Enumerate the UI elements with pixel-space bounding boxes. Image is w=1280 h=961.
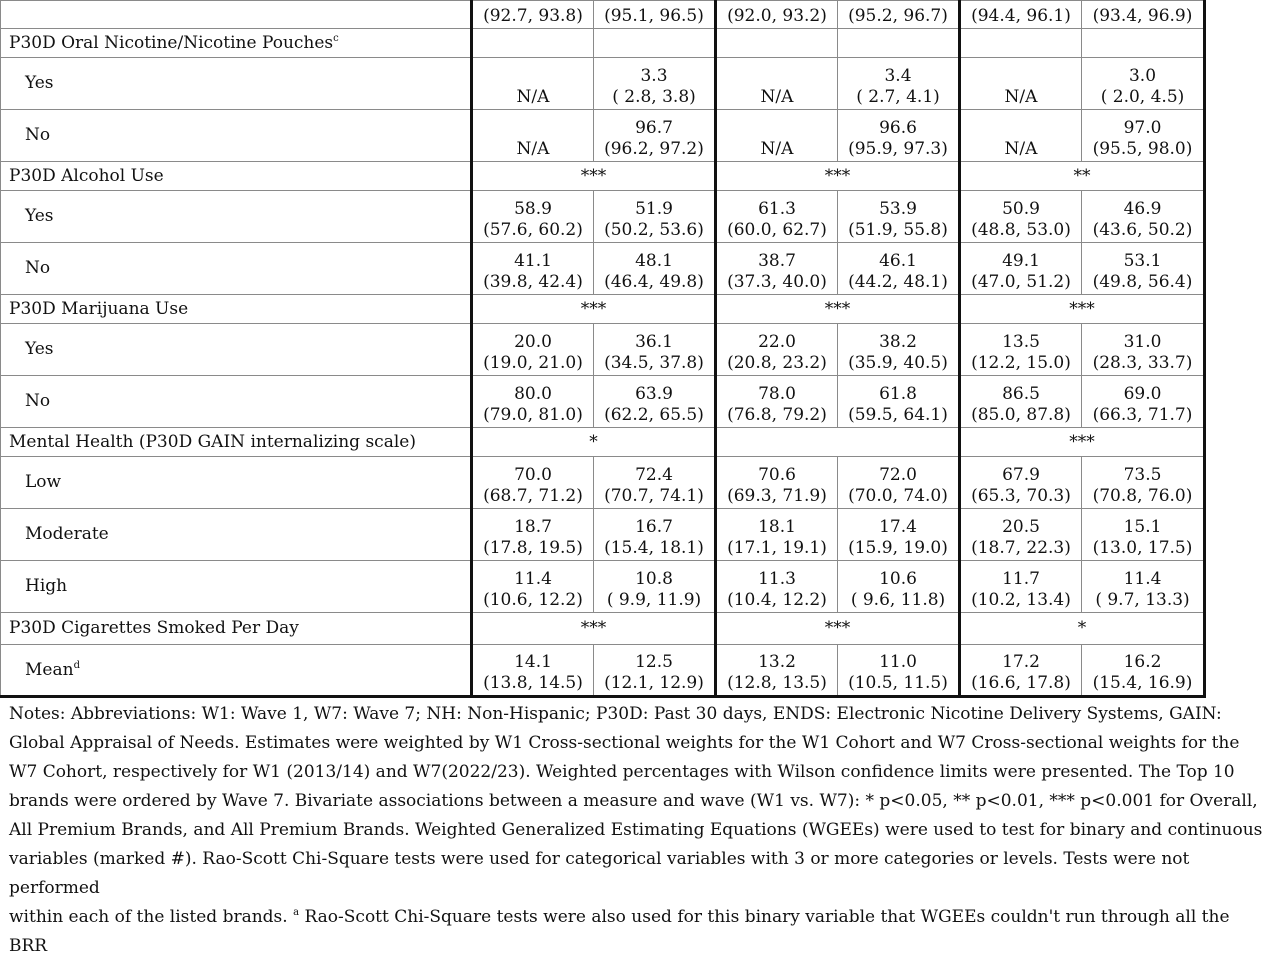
estimate-cell (1082, 191, 1205, 243)
section-title (1, 613, 472, 645)
estimate-value: 70.6 (758, 465, 796, 485)
table-row-top-ci (1, 1, 1205, 29)
row-label (1, 376, 472, 428)
estimate-cell (1082, 509, 1205, 561)
confidence-interval: (37.3, 40.0) (727, 272, 827, 292)
estimate-cell (960, 509, 1082, 561)
ci-text: (92.0, 93.2) (727, 6, 827, 26)
footnote-marker-a: a (293, 907, 300, 918)
row-label-text: No (25, 258, 51, 278)
confidence-interval: (39.8, 42.4) (483, 272, 583, 292)
estimate-cell (960, 191, 1082, 243)
confidence-interval: (68.7, 71.2) (483, 486, 583, 506)
estimate-cell (716, 110, 838, 162)
estimate-value: N/A (1004, 87, 1038, 107)
row-label-text: No (25, 125, 51, 145)
confidence-interval: (50.2, 53.6) (604, 220, 704, 240)
estimate-value: 17.4 (879, 517, 917, 537)
empty-cell (838, 29, 960, 58)
row-label-empty (1, 1, 472, 29)
estimate-cell (594, 324, 716, 376)
estimate-value: 78.0 (758, 384, 796, 404)
estimate-value: 20.5 (1002, 517, 1040, 537)
confidence-interval: (49.8, 56.4) (1092, 272, 1193, 292)
table-row (1, 191, 1205, 243)
ci-cell (716, 1, 838, 29)
estimate-value: 13.2 (758, 652, 796, 672)
estimate-cell (472, 457, 594, 509)
estimate-cell (472, 243, 594, 295)
row-label (1, 243, 472, 295)
row-label (1, 324, 472, 376)
confidence-interval: (51.9, 55.8) (848, 220, 948, 240)
estimate-cell (1082, 376, 1205, 428)
estimate-cell (716, 645, 838, 697)
section-title-text: Mental Health (P30D GAIN internalizing scale) (9, 431, 416, 452)
estimate-value: N/A (516, 139, 550, 159)
estimate-value: 10.8 (635, 569, 673, 589)
confidence-interval: (66.3, 71.7) (1092, 405, 1193, 425)
confidence-interval: (76.8, 79.2) (727, 405, 827, 425)
estimate-cell (472, 376, 594, 428)
estimate-value: 31.0 (1123, 332, 1162, 352)
estimate-value: 16.2 (1123, 652, 1162, 672)
estimate-value: 46.1 (879, 251, 917, 271)
section-title (1, 162, 472, 191)
estimate-value: 12.5 (635, 652, 673, 672)
estimate-cell (838, 561, 960, 613)
empty-cell (594, 29, 716, 58)
estimate-cell (1082, 58, 1205, 110)
confidence-interval: (15.4, 16.9) (1092, 673, 1193, 693)
estimate-value: 10.6 (879, 569, 917, 589)
section-title-text: P30D Alcohol Use (9, 165, 164, 186)
confidence-interval: (15.4, 18.1) (604, 538, 704, 558)
confidence-interval: (65.3, 70.3) (971, 486, 1071, 506)
confidence-interval: (62.2, 65.5) (604, 405, 704, 425)
confidence-interval: (13.8, 14.5) (483, 673, 583, 693)
results-table-body (1, 1, 1205, 697)
row-label-text: Mean (25, 659, 74, 680)
estimate-cell (960, 243, 1082, 295)
estimate-value: 69.0 (1123, 384, 1162, 404)
estimate-value: 80.0 (514, 384, 552, 404)
table-row (1, 561, 1205, 613)
estimate-value: 20.0 (514, 332, 552, 352)
confidence-interval: (12.2, 15.0) (971, 353, 1071, 373)
row-label-text: High (25, 576, 68, 596)
estimate-cell (594, 645, 716, 697)
confidence-interval: (17.8, 19.5) (483, 538, 583, 558)
estimate-value: 38.2 (879, 332, 917, 352)
significance-marker: *** (472, 613, 716, 645)
estimate-value: 13.5 (1002, 332, 1040, 352)
section-header-row (1, 29, 1205, 58)
confidence-interval: (46.4, 49.8) (604, 272, 704, 292)
ci-text: (92.7, 93.8) (483, 6, 583, 26)
confidence-interval: (15.9, 19.0) (848, 538, 948, 558)
estimate-value: N/A (760, 139, 794, 159)
section-title (1, 29, 472, 58)
estimate-cell (472, 561, 594, 613)
estimate-cell (594, 509, 716, 561)
row-label (1, 191, 472, 243)
section-title (1, 295, 472, 324)
estimate-cell (716, 243, 838, 295)
estimate-cell (1082, 110, 1205, 162)
row-label (1, 58, 472, 110)
estimate-cell (594, 110, 716, 162)
estimate-cell (716, 324, 838, 376)
confidence-interval: (35.9, 40.5) (848, 353, 948, 373)
confidence-interval: (10.4, 12.2) (727, 590, 827, 610)
confidence-interval: (13.0, 17.5) (1092, 538, 1193, 558)
estimate-cell (1082, 645, 1205, 697)
confidence-interval: (34.5, 37.8) (604, 353, 704, 373)
estimate-cell (960, 110, 1082, 162)
section-header-row (1, 162, 1205, 191)
estimate-value: 11.0 (879, 652, 917, 672)
significance-marker: *** (716, 613, 960, 645)
estimate-value: 72.4 (635, 465, 673, 485)
estimate-value: 49.1 (1002, 251, 1040, 271)
estimate-value: 11.4 (514, 569, 552, 589)
estimate-cell (838, 509, 960, 561)
confidence-interval: (69.3, 71.9) (727, 486, 827, 506)
estimate-value: 96.7 (635, 118, 673, 138)
significance-marker: *** (472, 162, 716, 191)
estimate-value: 51.9 (635, 199, 673, 219)
confidence-interval: ( 2.8, 3.8) (612, 87, 696, 107)
section-title-text: P30D Marijuana Use (9, 298, 189, 319)
estimate-value: 72.0 (879, 465, 917, 485)
table-row (1, 376, 1205, 428)
footnote-marker-sup: c (333, 32, 339, 44)
estimate-value: 61.8 (879, 384, 917, 404)
estimate-cell (838, 191, 960, 243)
estimate-cell (960, 457, 1082, 509)
estimate-cell (838, 243, 960, 295)
row-label (1, 645, 472, 697)
confidence-interval: (70.7, 74.1) (604, 486, 704, 506)
estimate-value: 61.3 (758, 199, 796, 219)
row-label-text: Yes (25, 206, 54, 226)
table-row (1, 243, 1205, 295)
empty-cell (1082, 29, 1205, 58)
estimate-cell (594, 243, 716, 295)
estimate-cell (594, 561, 716, 613)
estimate-value: 11.4 (1123, 569, 1162, 589)
estimate-cell (716, 457, 838, 509)
empty-cell (472, 29, 594, 58)
row-label-text: Yes (25, 339, 54, 359)
table-row (1, 645, 1205, 697)
footnote-marker-sup: d (73, 659, 80, 671)
estimate-value: 38.7 (758, 251, 796, 271)
estimate-cell (838, 110, 960, 162)
significance-marker: *** (960, 295, 1205, 324)
section-header-row (1, 613, 1205, 645)
estimate-value: 17.2 (1002, 652, 1040, 672)
estimate-cell (1082, 457, 1205, 509)
row-label-text: Low (25, 472, 62, 492)
estimate-cell (716, 509, 838, 561)
table-row (1, 457, 1205, 509)
estimate-cell (472, 645, 594, 697)
confidence-interval: (47.0, 51.2) (971, 272, 1071, 292)
estimate-value: 18.1 (758, 517, 796, 537)
estimate-value: 48.1 (635, 251, 673, 271)
estimate-value: 3.4 (884, 66, 912, 86)
confidence-interval: ( 9.9, 11.9) (606, 590, 702, 610)
estimate-cell (960, 324, 1082, 376)
significance-marker: ** (960, 162, 1205, 191)
estimate-value: 53.9 (879, 199, 917, 219)
significance-marker: *** (960, 428, 1205, 457)
row-label-text: No (25, 391, 51, 411)
significance-marker: *** (716, 162, 960, 191)
confidence-interval: (96.2, 97.2) (604, 139, 704, 159)
empty-cell (716, 29, 838, 58)
confidence-interval: (10.6, 12.2) (483, 590, 583, 610)
confidence-interval: (28.3, 33.7) (1092, 353, 1193, 373)
significance-marker: * (960, 613, 1205, 645)
confidence-interval: ( 9.7, 13.3) (1095, 590, 1190, 610)
section-header-row (1, 428, 1205, 457)
estimate-value: N/A (516, 87, 550, 107)
row-label (1, 457, 472, 509)
table-row (1, 324, 1205, 376)
estimate-value: 86.5 (1002, 384, 1040, 404)
confidence-interval: (19.0, 21.0) (483, 353, 583, 373)
estimate-cell (594, 58, 716, 110)
ci-cell (838, 1, 960, 29)
estimate-cell (716, 561, 838, 613)
estimate-cell (960, 376, 1082, 428)
significance-marker: *** (472, 295, 716, 324)
ci-cell (960, 1, 1082, 29)
ci-text: (95.1, 96.5) (604, 6, 704, 26)
ci-text: (93.4, 96.9) (1092, 6, 1193, 26)
estimate-cell (716, 58, 838, 110)
confidence-interval: (10.2, 13.4) (971, 590, 1071, 610)
estimate-cell (716, 376, 838, 428)
row-label (1, 509, 472, 561)
empty-cell (960, 29, 1082, 58)
estimate-value: N/A (1004, 139, 1038, 159)
estimate-cell (472, 191, 594, 243)
section-title-text: P30D Oral Nicotine/Nicotine Pouches (9, 32, 334, 53)
estimate-value: 41.1 (514, 251, 552, 271)
ci-text: (94.4, 96.1) (971, 6, 1071, 26)
estimate-value: 53.1 (1123, 251, 1162, 271)
notes-text: Notes: Abbreviations: W1: Wave 1, W7: Wave 7; NH: Non-Hispanic; P30D: Past 30 days, ENDS: Electronic Nicotine Delivery Systems, GAIN: Global Appraisal of Needs. Estimates were weighted by W1 Cross-sectional weights for the W1 Cohort and W7 Cross-sectional weights for the W7 Cohort, respectively for W1 (2013/14) and W7(2022/23). Weighted percentages with Wilson confidence limits were presented. The Top 10 brands were ordered by Wave 7. Bivariate associations between a measure and wave (W1 vs. W7): * p<0.05, ** p<0.01, *** p<0.001 for Overall, All Premium Brands, and All Premium Brands. Weighted Generalized Estimating Equations (WGEEs) were used to test for binary and continuous variables (marked #). Rao-Scott Chi-Square tests were used for categorical variables with 3 or more categories or levels. Tests were not performed within each of the listed brands. (9, 704, 1263, 927)
estimate-cell (1082, 561, 1205, 613)
estimate-cell (838, 457, 960, 509)
estimate-cell (472, 110, 594, 162)
row-label-text: Yes (25, 73, 54, 93)
estimate-cell (838, 376, 960, 428)
estimate-value: 97.0 (1123, 118, 1162, 138)
significance-marker (716, 428, 960, 457)
estimate-cell (960, 561, 1082, 613)
estimate-value: 46.9 (1123, 199, 1162, 219)
confidence-interval: (79.0, 81.0) (483, 405, 583, 425)
confidence-interval: (18.7, 22.3) (971, 538, 1071, 558)
estimate-value: 67.9 (1002, 465, 1040, 485)
confidence-interval: (48.8, 53.0) (971, 220, 1071, 240)
estimate-value: 11.3 (758, 569, 796, 589)
significance-marker: *** (716, 295, 960, 324)
confidence-interval: (20.8, 23.2) (727, 353, 827, 373)
confidence-interval: (12.1, 12.9) (604, 673, 704, 693)
estimate-cell (472, 324, 594, 376)
estimate-value: 58.9 (514, 199, 552, 219)
row-label-text: Moderate (25, 524, 109, 544)
table-notes (9, 700, 1271, 956)
estimate-value: 36.1 (635, 332, 673, 352)
estimate-cell (594, 457, 716, 509)
estimate-value: 16.7 (635, 517, 673, 537)
estimate-cell (1082, 324, 1205, 376)
confidence-interval: (59.5, 64.1) (848, 405, 948, 425)
confidence-interval: (57.6, 60.2) (483, 220, 583, 240)
ci-cell (594, 1, 716, 29)
confidence-interval: (43.6, 50.2) (1092, 220, 1193, 240)
estimate-value: 3.3 (640, 66, 668, 86)
confidence-interval: ( 9.6, 11.8) (850, 590, 946, 610)
estimate-cell (838, 324, 960, 376)
confidence-interval: (44.2, 48.1) (848, 272, 948, 292)
estimate-cell (960, 645, 1082, 697)
confidence-interval: (17.1, 19.1) (727, 538, 827, 558)
confidence-interval: (70.0, 74.0) (848, 486, 948, 506)
estimate-value: N/A (760, 87, 794, 107)
estimate-cell (838, 58, 960, 110)
estimate-value: 11.7 (1002, 569, 1040, 589)
estimate-cell (960, 58, 1082, 110)
estimate-value: 70.0 (514, 465, 552, 485)
confidence-interval: (16.6, 17.8) (971, 673, 1071, 693)
estimate-value: 15.1 (1123, 517, 1162, 537)
row-label (1, 561, 472, 613)
confidence-interval: (12.8, 13.5) (727, 673, 827, 693)
confidence-interval: (70.8, 76.0) (1092, 486, 1193, 506)
estimate-value: 18.7 (514, 517, 552, 537)
confidence-interval: (10.5, 11.5) (848, 673, 948, 693)
confidence-interval: (95.9, 97.3) (848, 139, 948, 159)
row-label (1, 110, 472, 162)
estimate-value: 3.0 (1128, 66, 1157, 86)
notes-text-tail: Rao-Scott Chi-Square tests were also used for this binary variable that WGEEs couldn't run through all the BRR (9, 907, 1230, 956)
estimate-value: 96.6 (879, 118, 917, 138)
estimate-cell (1082, 243, 1205, 295)
estimate-value: 63.9 (635, 384, 673, 404)
confidence-interval: ( 2.0, 4.5) (1100, 87, 1185, 107)
table-row (1, 509, 1205, 561)
confidence-interval: (95.5, 98.0) (1092, 139, 1193, 159)
estimate-cell (472, 58, 594, 110)
estimate-value: 14.1 (514, 652, 552, 672)
section-header-row (1, 295, 1205, 324)
estimate-cell (472, 509, 594, 561)
estimate-value: 50.9 (1002, 199, 1040, 219)
table-row (1, 58, 1205, 110)
table-row (1, 110, 1205, 162)
estimate-value: 73.5 (1123, 465, 1162, 485)
estimate-cell (594, 191, 716, 243)
ci-text: (95.2, 96.7) (848, 6, 948, 26)
confidence-interval: (60.0, 62.7) (727, 220, 827, 240)
ci-cell (472, 1, 594, 29)
confidence-interval: (85.0, 87.8) (971, 405, 1071, 425)
estimate-value: 22.0 (758, 332, 796, 352)
estimate-cell (594, 376, 716, 428)
significance-marker: * (472, 428, 716, 457)
section-title-text: P30D Cigarettes Smoked Per Day (9, 618, 299, 638)
estimate-cell (838, 645, 960, 697)
ci-cell (1082, 1, 1205, 29)
confidence-interval: ( 2.7, 4.1) (856, 87, 940, 107)
section-title (1, 428, 472, 457)
estimate-cell (716, 191, 838, 243)
